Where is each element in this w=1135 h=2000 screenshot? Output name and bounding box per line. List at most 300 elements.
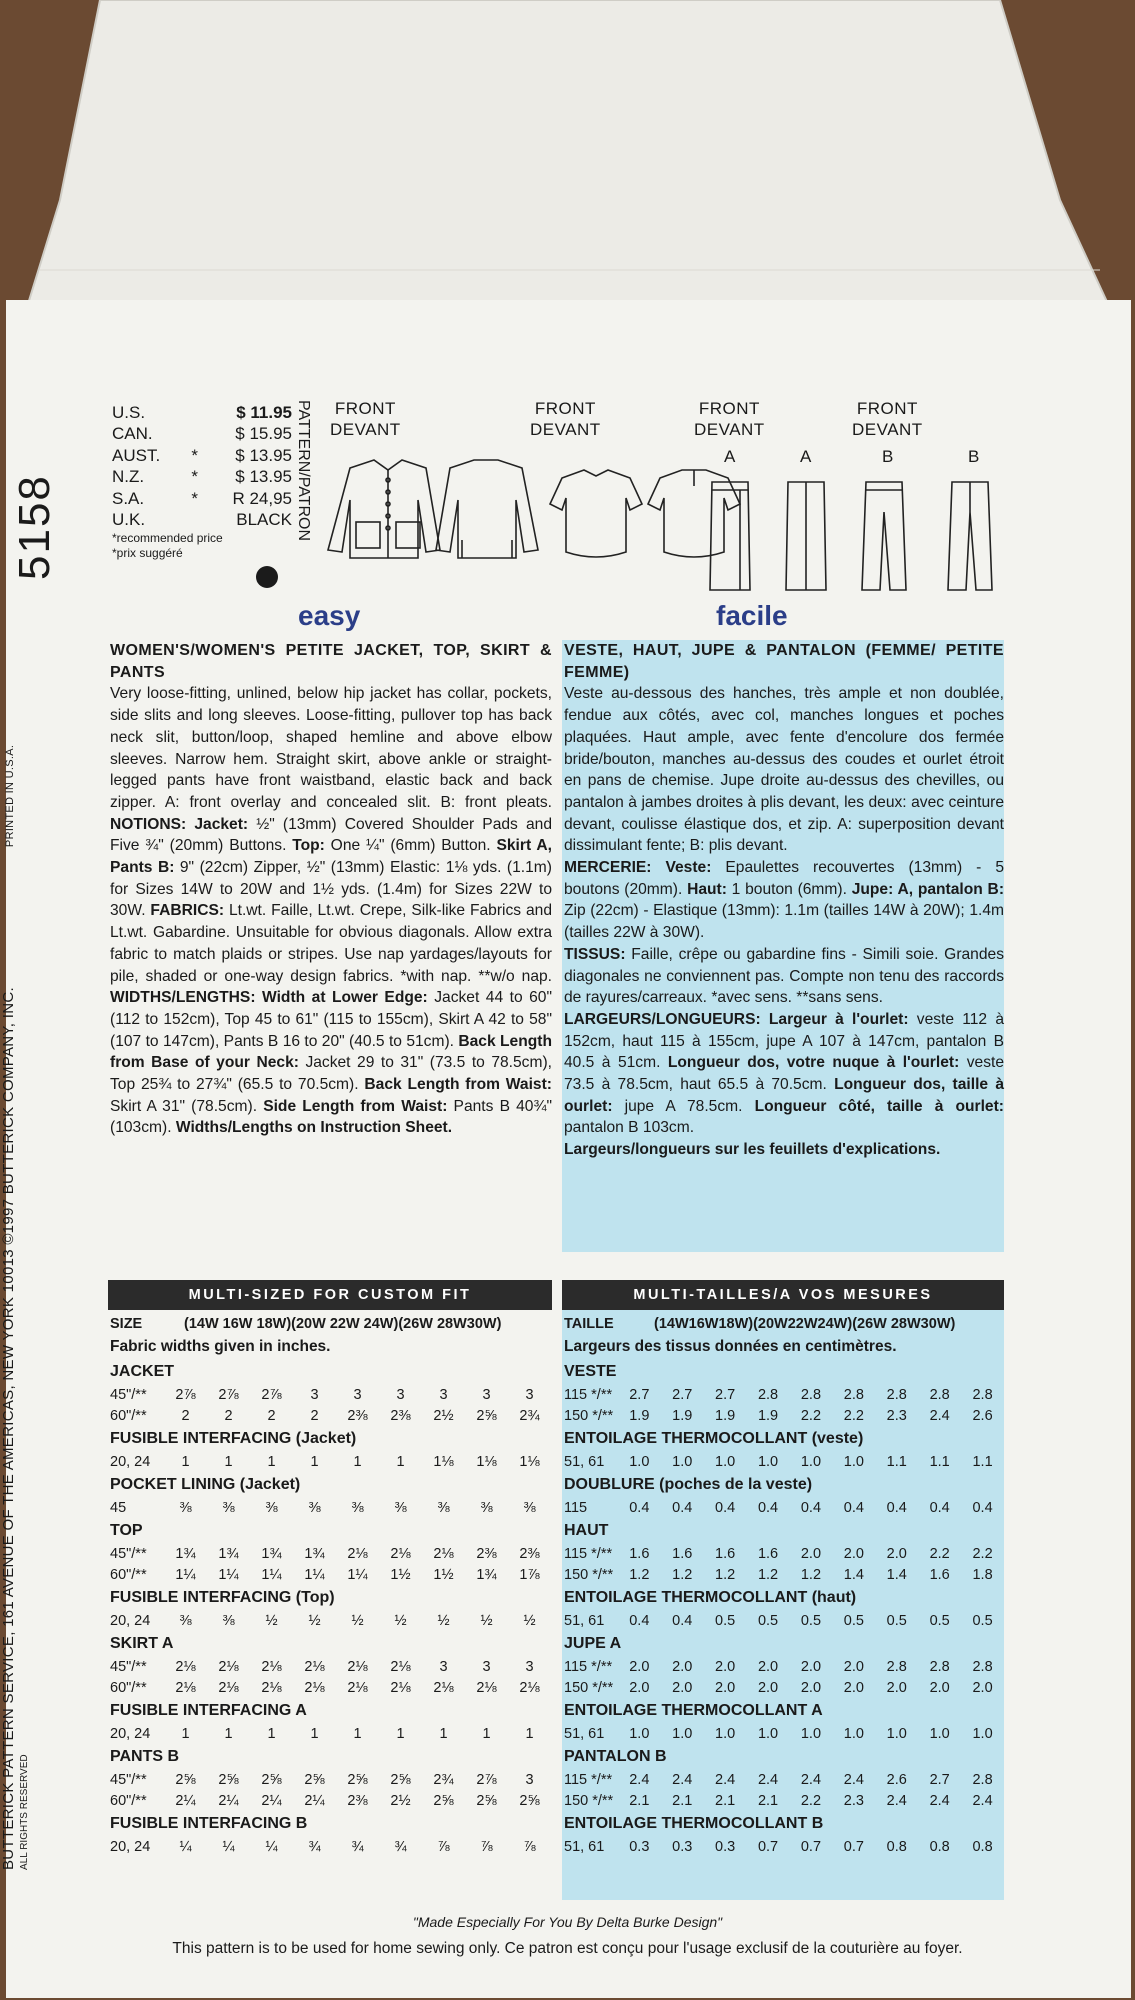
table-row bbox=[110, 1790, 552, 1811]
mercerie-label: MERCERIE: Veste: bbox=[564, 859, 712, 877]
row-label: 60"/** bbox=[110, 1679, 147, 1696]
price-star: * bbox=[191, 467, 198, 487]
yardage-cell: 2½ bbox=[433, 1407, 454, 1424]
table-row bbox=[110, 1677, 552, 1698]
largeurs-note: Largeurs/longueurs sur les feuillets d'explications. bbox=[564, 1141, 941, 1159]
yardage-cell: ⅞ bbox=[523, 1838, 536, 1855]
price-list bbox=[112, 402, 292, 561]
table-row bbox=[110, 1384, 552, 1405]
view-label-jacket bbox=[330, 398, 401, 440]
price-value: $ 13.95 bbox=[235, 467, 292, 487]
yardage-cell: 3 bbox=[439, 1386, 448, 1403]
yardage-cell: 2.7 bbox=[715, 1386, 736, 1403]
table-row bbox=[110, 1543, 552, 1564]
yardage-cell: 2⅞ bbox=[261, 1386, 282, 1403]
row-label: 45 bbox=[110, 1499, 127, 1516]
yardage-cell: 0.4 bbox=[800, 1499, 822, 1516]
yardage-cell: 2⅞ bbox=[218, 1386, 239, 1403]
yardage-cell: 0.4 bbox=[972, 1499, 993, 1516]
table-section-heading: FUSIBLE INTERFACING (Top) bbox=[110, 1588, 335, 1606]
table-section-heading: DOUBLURE (poches de la veste) bbox=[564, 1475, 813, 1493]
yardage-cell: 2.4 bbox=[929, 1407, 950, 1424]
top-label: Top: bbox=[292, 837, 325, 855]
yardage-cell: 2⅝ bbox=[175, 1771, 196, 1788]
skirt-a-front-sketch bbox=[710, 482, 750, 590]
table-section-heading: FUSIBLE INTERFACING A bbox=[110, 1701, 307, 1719]
view-letter: A bbox=[724, 447, 736, 466]
yardage-cell: ½ bbox=[308, 1612, 321, 1629]
yardage-cell: 1 bbox=[396, 1725, 405, 1742]
yardage-cell: ⅜ bbox=[179, 1499, 192, 1516]
price-country: AUST. bbox=[112, 445, 161, 465]
yardage-cell: 1.0 bbox=[843, 1725, 864, 1742]
yardage-cell: 1.6 bbox=[672, 1545, 693, 1562]
price-country: CAN. bbox=[112, 424, 153, 444]
table-row bbox=[564, 1610, 1004, 1631]
view-label-skirt bbox=[694, 398, 765, 440]
yardage-cell: 1.2 bbox=[715, 1566, 736, 1583]
yardage-cell: 1 bbox=[267, 1725, 276, 1742]
yardage-cell: 2⅛ bbox=[390, 1658, 411, 1675]
yardage-cell: 2⅛ bbox=[218, 1679, 239, 1696]
yardage-cell: 1.2 bbox=[672, 1566, 693, 1583]
yardage-cell: 2⅝ bbox=[433, 1792, 454, 1809]
yardage-cell: 2.1 bbox=[629, 1792, 650, 1809]
widths-text: Jacket 44 to 60" (112 to 152cm), Top 45 to 61" (115 to 155cm), Skirt A 42 to 58" (107 to 147cm), Pants B 16 to 20" (40.5 to 51cm). bbox=[110, 989, 552, 1050]
devant-label: DEVANT bbox=[330, 420, 401, 439]
yardage-cell: 1.6 bbox=[929, 1566, 950, 1583]
yardage-cell: 2.0 bbox=[800, 1658, 822, 1675]
row-label: 115 bbox=[564, 1499, 588, 1516]
yardage-cell: 2⅛ bbox=[347, 1679, 368, 1696]
english-table-header: MULTI-SIZED FOR CUSTOM FIT bbox=[108, 1280, 552, 1310]
yardage-cell: 1.0 bbox=[800, 1725, 822, 1742]
facile-badge: facile bbox=[716, 600, 788, 631]
yardage-cell: 2.0 bbox=[757, 1658, 779, 1675]
row-label: 20, 24 bbox=[110, 1453, 151, 1470]
yardage-cell: 2½ bbox=[390, 1792, 411, 1809]
yardage-cell: 2.4 bbox=[886, 1792, 907, 1809]
row-label: 45"/** bbox=[110, 1771, 147, 1788]
back-length-text: Jacket 29 to 31" (73.5 to 78.5cm), Top 25¾ to 27¾" (65.5 to 70.5cm). bbox=[110, 1054, 552, 1094]
yardage-cell: 1¼ bbox=[175, 1566, 196, 1583]
yardage-cell: 1.0 bbox=[672, 1453, 693, 1470]
top-front-sketch bbox=[550, 470, 642, 557]
yardage-cell: 0.5 bbox=[757, 1612, 779, 1629]
devant-label: DEVANT bbox=[852, 420, 923, 439]
skirt-pants-label: Skirt A, Pants B: bbox=[110, 837, 552, 877]
yardage-cell: 1.9 bbox=[757, 1407, 779, 1424]
yardage-cell: 2⅝ bbox=[476, 1407, 497, 1424]
yardage-cell: 2.3 bbox=[886, 1407, 907, 1424]
size-label: SIZE bbox=[110, 1316, 143, 1332]
yardage-cell: 2.3 bbox=[843, 1792, 864, 1809]
notions-text: One ¼" (6mm) Button. bbox=[324, 837, 497, 855]
price-value: $ 13.95 bbox=[235, 445, 292, 465]
table-row bbox=[110, 1451, 552, 1472]
yardage-cell: 2⅛ bbox=[347, 1658, 368, 1675]
yardage-cell: 2⅝ bbox=[261, 1771, 282, 1788]
yardage-cell: 2.2 bbox=[972, 1545, 993, 1562]
yardage-cell: 1.0 bbox=[972, 1725, 993, 1742]
yardage-cell: 2.0 bbox=[757, 1679, 779, 1696]
longueur-cote-label: Longueur côté, taille à ourlet: bbox=[754, 1097, 1004, 1115]
yardage-cell: 2⅛ bbox=[261, 1679, 282, 1696]
table-row bbox=[564, 1543, 1004, 1564]
garment-sketches bbox=[300, 440, 1020, 610]
yardage-cell: 2.8 bbox=[972, 1386, 993, 1403]
yardage-cell: 1.0 bbox=[757, 1725, 779, 1742]
size-groups: (14W 16W 18W)(20W 22W 24W)(26W 28W30W) bbox=[184, 1316, 502, 1332]
yardage-cell: ¼ bbox=[179, 1838, 192, 1855]
yardage-cell: 2⅝ bbox=[390, 1771, 411, 1788]
yardage-cell: 1.9 bbox=[715, 1407, 736, 1424]
yardage-cell: 1.2 bbox=[629, 1566, 650, 1583]
yardage-cell: 1 bbox=[310, 1453, 319, 1470]
row-label: 51, 61 bbox=[564, 1453, 605, 1470]
yardage-cell: 1½ bbox=[433, 1566, 454, 1583]
french-yardage-table bbox=[564, 1313, 1004, 1857]
yardage-cell: 2⅛ bbox=[433, 1545, 454, 1562]
fabrics-label: FABRICS: bbox=[150, 902, 225, 920]
yardage-cell: 2.0 bbox=[629, 1658, 650, 1675]
yardage-cell: 1 bbox=[525, 1725, 534, 1742]
yardage-cell: ⅜ bbox=[394, 1499, 407, 1516]
yardage-cell: 2 bbox=[310, 1407, 319, 1424]
notions-text: ½" (13mm) Covered Shoulder Pads and Five ¾" (20mm) Buttons. bbox=[110, 815, 552, 855]
widths-note: Largeurs des tissus données en centimètres. bbox=[564, 1338, 897, 1355]
yardage-cell: 1.0 bbox=[672, 1725, 693, 1742]
yardage-cell: 2⅛ bbox=[390, 1679, 411, 1696]
row-label: 51, 61 bbox=[564, 1612, 605, 1629]
yardage-cell: 1 bbox=[353, 1453, 362, 1470]
yardage-cell: 2⅜ bbox=[347, 1792, 368, 1809]
yardage-cell: 2⅞ bbox=[175, 1386, 196, 1403]
french-title: VESTE, HAUT, JUPE & PANTALON (FEMME/ PETITE FEMME) bbox=[564, 642, 1004, 681]
yardage-cell: 1.6 bbox=[715, 1545, 736, 1562]
yardage-cell: 1.0 bbox=[886, 1725, 907, 1742]
yardage-cell: ½ bbox=[351, 1612, 364, 1629]
yardage-cell: 1.0 bbox=[929, 1725, 950, 1742]
row-label: 60"/** bbox=[110, 1566, 147, 1583]
yardage-cell: 1⅛ bbox=[433, 1453, 454, 1470]
yardage-cell: 2.2 bbox=[929, 1545, 950, 1562]
yardage-cell: 1.2 bbox=[800, 1566, 822, 1583]
price-row bbox=[112, 467, 292, 489]
yardage-cell: 1.4 bbox=[843, 1566, 864, 1583]
yardage-cell: ¾ bbox=[351, 1838, 364, 1855]
side-length-text: Pants B 40¾" (103cm). bbox=[110, 1097, 553, 1137]
row-label: 45"/** bbox=[110, 1545, 147, 1562]
yardage-cell: 1.9 bbox=[629, 1407, 650, 1424]
yardage-cell: 1¼ bbox=[218, 1566, 239, 1583]
yardage-cell: 1¾ bbox=[304, 1545, 325, 1562]
yardage-cell: 2.8 bbox=[972, 1658, 993, 1675]
yardage-cell: 2 bbox=[267, 1407, 276, 1424]
row-label: 115 */** bbox=[564, 1386, 613, 1403]
side-length-label: Side Length from Waist: bbox=[263, 1097, 448, 1115]
yardage-cell: 2⅛ bbox=[433, 1679, 454, 1696]
yardage-cell: 0.3 bbox=[672, 1838, 693, 1855]
english-description bbox=[110, 640, 552, 1139]
yardage-cell: 2⅛ bbox=[175, 1658, 196, 1675]
instruction-note: Widths/Lengths on Instruction Sheet. bbox=[175, 1119, 453, 1137]
yardage-cell: 2⅛ bbox=[476, 1679, 497, 1696]
yardage-cell: 2⅝ bbox=[218, 1771, 239, 1788]
yardage-cell: 1.9 bbox=[672, 1407, 693, 1424]
table-section-heading: PANTALON B bbox=[564, 1747, 667, 1765]
yardage-cell: 2.0 bbox=[843, 1658, 864, 1675]
table-row bbox=[564, 1769, 1004, 1790]
notions-text: 9" (22cm) Zipper, ½" (13mm) Elastic: 1⅛ yds. (1.1m) for Sizes 14W to 20W and 1½ yds. (1.4m) for Sizes 22W to 30W. bbox=[110, 859, 552, 920]
table-section-heading: ENTOILAGE THERMOCOLLANT (veste) bbox=[564, 1429, 864, 1447]
pattern-number: 5158 bbox=[10, 474, 59, 580]
yardage-cell: 2.4 bbox=[672, 1771, 693, 1788]
price-country: U.K. bbox=[112, 510, 146, 530]
yardage-cell: 1 bbox=[439, 1725, 448, 1742]
yardage-cell: 1 bbox=[353, 1725, 362, 1742]
view-label-top bbox=[530, 398, 601, 440]
price-country: N.Z. bbox=[112, 467, 145, 487]
french-table-header: MULTI-TAILLES/A VOS MESURES bbox=[562, 1280, 1004, 1310]
table-row bbox=[110, 1769, 552, 1790]
yardage-cell: 2.8 bbox=[886, 1386, 907, 1403]
yardage-cell: 2.4 bbox=[843, 1771, 864, 1788]
english-desc-text: Very loose-fitting, unlined, below hip jacket has collar, pockets, side slits and long sleeves. Loose-fitting, pullover top has back neck slit, button/loop, shaped hemline and above elbow sleeves. Narrow hem. Straight skirt, above ankle or straight-legged pants have front waistband, elastic back and back zipper. A: front overlay and concealed slit. B: front pleats. bbox=[110, 685, 552, 811]
yardage-cell: ½ bbox=[265, 1612, 278, 1629]
table-section-heading: ENTOILAGE THERMOCOLLANT A bbox=[564, 1701, 823, 1719]
yardage-cell: 2.8 bbox=[843, 1386, 864, 1403]
view-letter: B bbox=[882, 447, 894, 466]
yardage-cell: 2⅜ bbox=[390, 1407, 411, 1424]
row-label: 115 */** bbox=[564, 1658, 613, 1675]
yardage-cell: 2.4 bbox=[629, 1771, 650, 1788]
yardage-cell: 0.5 bbox=[843, 1612, 864, 1629]
table-row bbox=[110, 1405, 552, 1426]
yardage-cell: 3 bbox=[525, 1771, 534, 1788]
easy-badge: easy bbox=[298, 600, 361, 631]
yardage-cell: 0.3 bbox=[629, 1838, 650, 1855]
price-row bbox=[112, 510, 292, 532]
yardage-cell: 3 bbox=[482, 1658, 491, 1675]
front-label: FRONT bbox=[698, 399, 760, 418]
largeurs-label: LARGEURS/LONGUEURS: Largeur à l'ourlet: bbox=[564, 1010, 909, 1028]
yardage-cell: 0.4 bbox=[886, 1499, 907, 1516]
yardage-cell: 2.2 bbox=[800, 1407, 822, 1424]
longueur-taille-label: Longueur dos, taille à ourlet: bbox=[564, 1076, 1004, 1115]
yardage-cell: 2⅞ bbox=[476, 1771, 497, 1788]
yardage-cell: 1 bbox=[181, 1453, 190, 1470]
tissus-text: Faille, crêpe ou gabardine fins - Simili soie. Grandes diagonales ne conviennent pas. Compte non tenu des raccords de rayures/carreaux. *avec sens. **sans sens. bbox=[564, 945, 1004, 1007]
largeurs-text: veste 112 à 152cm, haut 115 à 155cm, jupe A 107 à 147cm, pantalon B 40.5 à 51cm. bbox=[564, 1010, 1004, 1072]
table-row bbox=[564, 1723, 1004, 1744]
price-value: BLACK bbox=[236, 510, 292, 530]
yardage-cell: 2.4 bbox=[972, 1792, 993, 1809]
yardage-cell: 2.1 bbox=[672, 1792, 693, 1809]
yardage-cell: 2.7 bbox=[672, 1386, 693, 1403]
yardage-cell: 2⅛ bbox=[175, 1679, 196, 1696]
row-label: 51, 61 bbox=[564, 1838, 605, 1855]
yardage-cell: 1.0 bbox=[800, 1453, 822, 1470]
yardage-cell: ¾ bbox=[308, 1838, 321, 1855]
french-description bbox=[564, 640, 1004, 1161]
yardage-cell: 0.8 bbox=[929, 1838, 950, 1855]
longueur-taille-text: jupe A 78.5cm. bbox=[612, 1097, 755, 1115]
view-label-pants bbox=[852, 398, 923, 440]
yardage-cell: ⅜ bbox=[265, 1499, 278, 1516]
yardage-cell: ⅜ bbox=[437, 1499, 450, 1516]
yardage-cell: ¼ bbox=[265, 1838, 278, 1855]
yardage-cell: 2¼ bbox=[175, 1792, 196, 1809]
tissus-label: TISSUS: bbox=[564, 945, 626, 963]
yardage-cell: 1 bbox=[224, 1725, 233, 1742]
yardage-cell: 2.4 bbox=[800, 1771, 822, 1788]
yardage-cell: 2.2 bbox=[843, 1407, 864, 1424]
row-label: 60"/** bbox=[110, 1792, 147, 1809]
yardage-cell: 2⅛ bbox=[304, 1658, 325, 1675]
english-yardage-table bbox=[110, 1313, 552, 1857]
price-row bbox=[112, 445, 292, 467]
pants-b-front-sketch bbox=[862, 482, 906, 590]
table-row bbox=[564, 1405, 1004, 1426]
row-label: 150 */** bbox=[564, 1792, 614, 1809]
yardage-cell: 2⅜ bbox=[519, 1545, 540, 1562]
longueur-cote-text: pantalon B 103cm. bbox=[564, 1119, 695, 1137]
yardage-cell: 3 bbox=[525, 1658, 534, 1675]
view-letter: B bbox=[968, 447, 980, 466]
yardage-cell: 3 bbox=[439, 1658, 448, 1675]
table-section-heading: JACKET bbox=[110, 1362, 175, 1380]
yardage-cell: 2.8 bbox=[929, 1386, 950, 1403]
yardage-cell: 0.5 bbox=[972, 1612, 993, 1629]
price-value: $ 11.95 bbox=[236, 402, 292, 422]
yardage-cell: 2¼ bbox=[261, 1792, 282, 1809]
yardage-cell: 1.8 bbox=[972, 1566, 993, 1583]
fabrics-text: Lt.wt. Faille, Lt.wt. Crepe, Silk-like Fabrics and Lt.wt. Gabardine. Unsuitable for obvious diagonals. Allow extra fabric to match plaids or stripes. Use nap yardages/layouts for pile, shaded or one-way design fabrics. *with nap. **w/o nap. bbox=[110, 902, 552, 985]
yardage-cell: 2.2 bbox=[800, 1792, 822, 1809]
yardage-cell: ⅜ bbox=[308, 1499, 321, 1516]
table-row bbox=[564, 1677, 1004, 1698]
yardage-cell: 0.7 bbox=[757, 1838, 779, 1855]
yardage-cell: 1 bbox=[310, 1725, 319, 1742]
table-section-heading: ENTOILAGE THERMOCOLLANT (haut) bbox=[564, 1588, 857, 1606]
yardage-cell: 3 bbox=[482, 1386, 491, 1403]
yardage-cell: ¾ bbox=[394, 1838, 407, 1855]
table-row bbox=[564, 1790, 1004, 1811]
yardage-cell: 2.0 bbox=[886, 1679, 907, 1696]
yardage-cell: 1⅛ bbox=[519, 1453, 540, 1470]
table-section-heading: JUPE A bbox=[564, 1634, 622, 1652]
notions-label: NOTIONS: Jacket: bbox=[110, 815, 249, 833]
yardage-cell: 1.0 bbox=[757, 1453, 779, 1470]
yardage-cell: ½ bbox=[480, 1612, 493, 1629]
back-length-label: Back Length from Base of your Neck: bbox=[110, 1032, 552, 1072]
table-row bbox=[564, 1384, 1004, 1405]
price-country: S.A. bbox=[112, 488, 145, 508]
envelope-flap bbox=[0, 0, 1135, 340]
table-row bbox=[110, 1610, 552, 1631]
devant-label: DEVANT bbox=[694, 420, 765, 439]
yardage-cell: 2⅜ bbox=[476, 1545, 497, 1562]
yardage-cell: ⅞ bbox=[437, 1838, 450, 1855]
yardage-cell: ⅜ bbox=[222, 1612, 235, 1629]
yardage-cell: 2.0 bbox=[800, 1679, 822, 1696]
yardage-cell: 1¾ bbox=[476, 1566, 497, 1583]
english-title: WOMEN'S/WOMEN'S PETITE JACKET, TOP, SKIRT & PANTS bbox=[110, 642, 552, 681]
yardage-cell: 2.4 bbox=[715, 1771, 736, 1788]
yardage-cell: 1¼ bbox=[261, 1566, 282, 1583]
longueur-dos-text: veste 73.5 à 78.5cm, haut 65.5 à 70.5cm. bbox=[564, 1054, 1004, 1094]
yardage-cell: ⅞ bbox=[480, 1838, 493, 1855]
table-row bbox=[564, 1451, 1004, 1472]
yardage-cell: 1 bbox=[267, 1453, 276, 1470]
yardage-cell: 1¼ bbox=[347, 1566, 368, 1583]
haut-label: Haut: bbox=[687, 880, 727, 898]
yardage-cell: 1⅞ bbox=[519, 1566, 540, 1583]
mercerie-text: Zip (22cm) - Elastique (13mm): 1.1m (tailles 14W à 20W); 1.4m (tailles 22W à 30W). bbox=[564, 902, 1004, 942]
yardage-cell: 3 bbox=[525, 1386, 534, 1403]
designer-credit: "Made Especially For You By Delta Burke Design" bbox=[412, 1914, 723, 1930]
yardage-cell: 1 bbox=[181, 1725, 190, 1742]
yardage-cell: 0.4 bbox=[715, 1499, 736, 1516]
row-label: 60"/** bbox=[110, 1407, 147, 1424]
yardage-cell: 1.0 bbox=[715, 1725, 736, 1742]
size-label: TAILLE bbox=[564, 1316, 614, 1332]
yardage-cell: 1.0 bbox=[715, 1453, 736, 1470]
table-section-heading: FUSIBLE INTERFACING B bbox=[110, 1814, 308, 1832]
yardage-cell: 0.4 bbox=[757, 1499, 779, 1516]
yardage-cell: 2.0 bbox=[843, 1545, 864, 1562]
table-section-heading: TOP bbox=[110, 1521, 143, 1539]
yardage-cell: 2.0 bbox=[715, 1679, 736, 1696]
yardage-cell: 2⅛ bbox=[304, 1679, 325, 1696]
yardage-cell: 2.1 bbox=[757, 1792, 779, 1809]
row-label: 150 */** bbox=[564, 1679, 614, 1696]
yardage-cell: 2.1 bbox=[715, 1792, 736, 1809]
waist-length-text: Skirt A 31" (78.5cm). bbox=[110, 1097, 264, 1115]
yardage-cell: 1.0 bbox=[629, 1453, 650, 1470]
yardage-cell: 0.4 bbox=[843, 1499, 864, 1516]
yardage-cell: 1.1 bbox=[972, 1453, 993, 1470]
table-section-heading: PANTS B bbox=[110, 1747, 180, 1765]
top-back-sketch bbox=[648, 470, 740, 557]
yardage-cell: 0.4 bbox=[929, 1499, 950, 1516]
yardage-cell: 1½ bbox=[390, 1566, 411, 1583]
yardage-cell: 1¼ bbox=[304, 1566, 325, 1583]
yardage-cell: 0.4 bbox=[672, 1612, 693, 1629]
yardage-cell: 1¾ bbox=[218, 1545, 239, 1562]
front-label: FRONT bbox=[334, 399, 396, 418]
table-row bbox=[110, 1836, 552, 1857]
yardage-cell: 1.6 bbox=[629, 1545, 650, 1562]
yardage-cell: ½ bbox=[523, 1612, 536, 1629]
yardage-cell: 2.0 bbox=[629, 1679, 650, 1696]
table-section-heading: FUSIBLE INTERFACING (Jacket) bbox=[110, 1429, 357, 1447]
yardage-cell: 2.0 bbox=[843, 1679, 864, 1696]
row-label: 45"/** bbox=[110, 1386, 147, 1403]
yardage-cell: 2⅜ bbox=[347, 1407, 368, 1424]
yardage-cell: ½ bbox=[437, 1612, 450, 1629]
row-label: 150 */** bbox=[564, 1566, 614, 1583]
yardage-cell: 2.0 bbox=[715, 1658, 736, 1675]
printed-in-text: PRINTED IN U.S.A. bbox=[4, 744, 16, 848]
yardage-cell: 0.5 bbox=[929, 1612, 950, 1629]
yardage-cell: 2.4 bbox=[757, 1771, 779, 1788]
yardage-cell: 1.0 bbox=[843, 1453, 864, 1470]
yardage-cell: 2.6 bbox=[886, 1771, 907, 1788]
mercerie-text: Epaulettes recouvertes (13mm) - 5 boutons (20mm). bbox=[564, 859, 1004, 898]
yardage-cell: ⅜ bbox=[351, 1499, 364, 1516]
